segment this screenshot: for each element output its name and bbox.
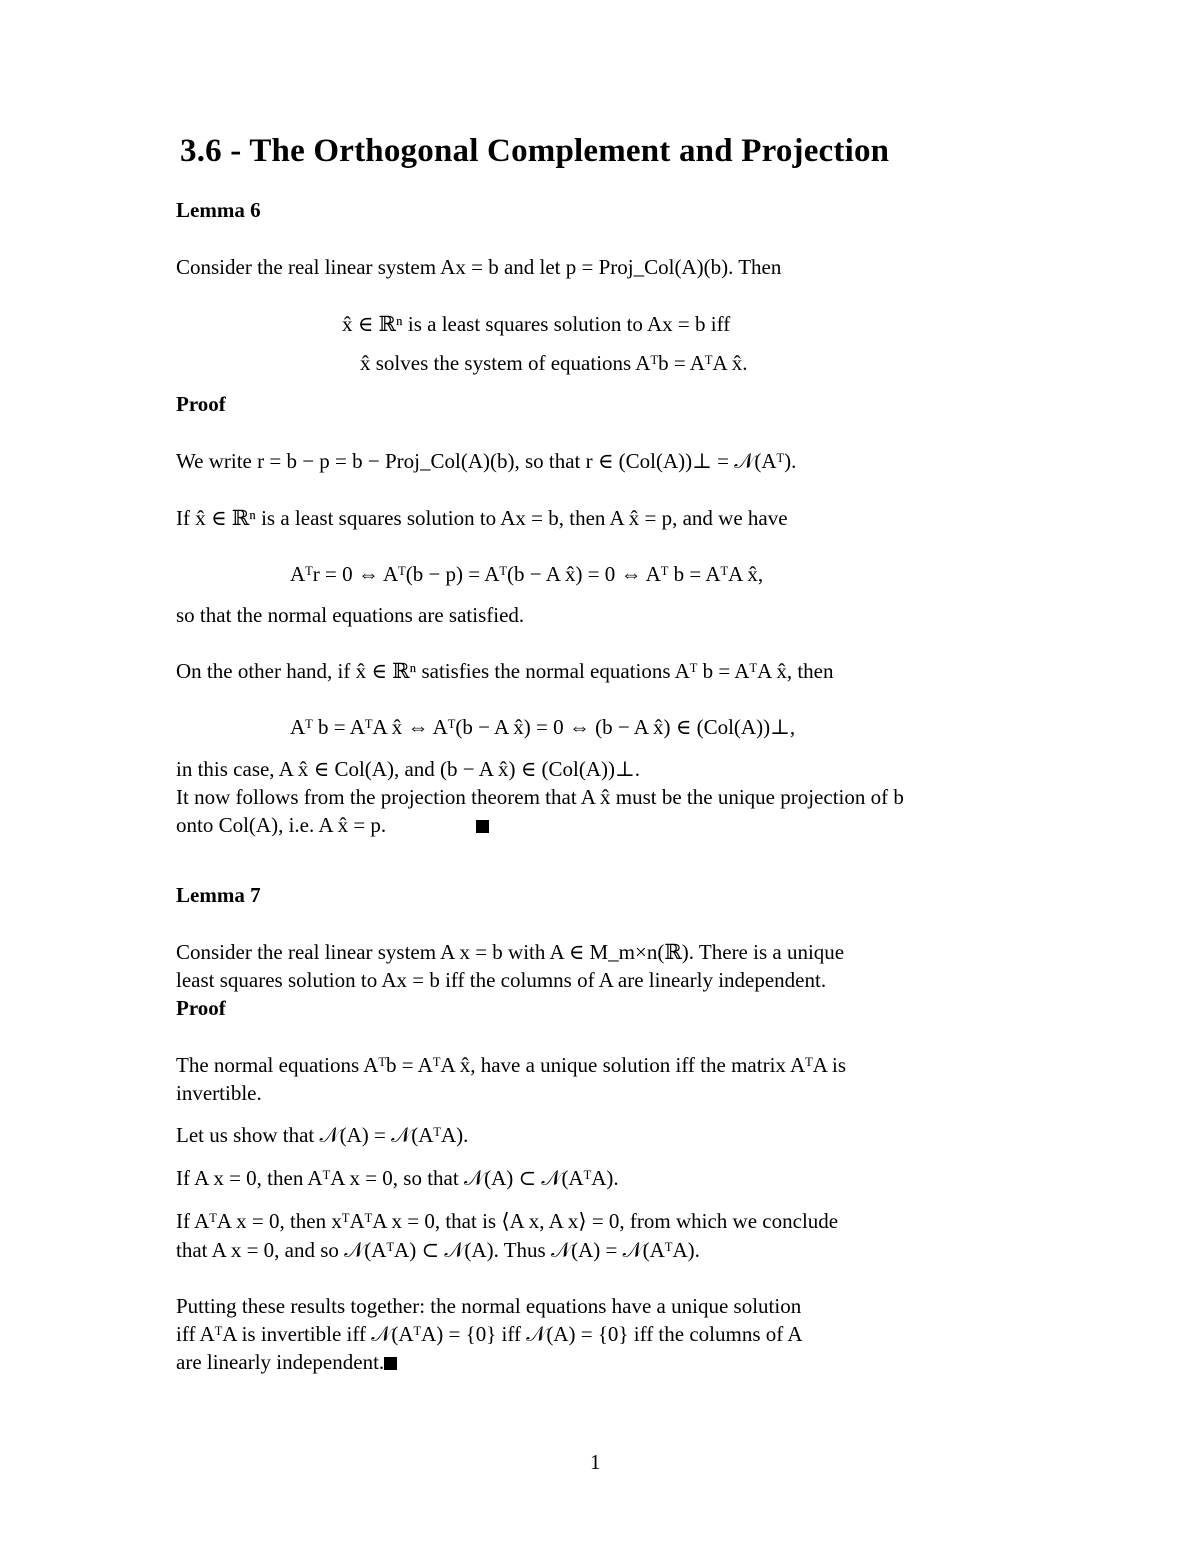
lemma6-equation-2: Aᵀ b = AᵀA x̂ ⇔ Aᵀ(b − A x̂) = 0 ⇔ (b − A x̂) ∈ (Col(A))⊥, xyxy=(290,715,796,739)
lemma6-equation-1: Aᵀr = 0 ⇔ Aᵀ(b − p) = Aᵀ(b − A x̂) = 0 ⇔ Aᵀ b = AᵀA x̂, xyxy=(290,562,764,586)
lemma7-proof-q3: Let us show that 𝒩(A) = 𝒩(AᵀA). xyxy=(176,1123,469,1147)
lemma7-proof-q1: The normal equations Aᵀb = AᵀA x̂, have a unique solution iff the matrix AᵀA is xyxy=(176,1053,847,1077)
lemma7-proof-q4: If A x = 0, then AᵀA x = 0, so that 𝒩(A) ⊂ 𝒩(AᵀA). xyxy=(176,1166,619,1190)
lemma7-proof-q6: that A x = 0, and so 𝒩(AᵀA) ⊂ 𝒩(A). Thus 𝒩(A) = 𝒩(AᵀA). xyxy=(176,1238,700,1262)
lemma6-proof-heading: Proof xyxy=(176,392,226,416)
qed-square-icon xyxy=(384,1357,397,1370)
lemma6-statement: Consider the real linear system Ax = b and let p = Proj_Col(A)(b). Then xyxy=(176,255,782,279)
lemma6-proof-p2: If x̂ ∈ ℝⁿ is a least squares solution to Ax = b, then A x̂ = p, and we have xyxy=(176,506,788,530)
lemma6-proof-p5: in this case, A x̂ ∈ Col(A), and (b − A x̂) ∈ (Col(A))⊥. xyxy=(176,757,640,781)
lemma6-proof-p7-text: onto Col(A), i.e. A x̂ = p. xyxy=(176,813,387,837)
page-number: 1 xyxy=(590,1450,601,1474)
lemma7-proof-q7: Putting these results together: the normal equations have a unique solution xyxy=(176,1294,802,1318)
lemma7-proof-q9: are linearly independent. xyxy=(176,1350,385,1374)
lemma7-proof-q9-line xyxy=(176,1349,397,1375)
lemma6-proof-p7 xyxy=(176,812,489,838)
lemma6-proof-p1: We write r = b − p = b − Proj_Col(A)(b), so that r ∈ (Col(A))⊥ = 𝒩(Aᵀ). xyxy=(176,449,797,473)
lemma7-proof-q5: If AᵀA x = 0, then xᵀAᵀA x = 0, that is ⟨A x, A x⟩ = 0, from which we conclude xyxy=(176,1209,839,1233)
lemma7-heading: Lemma 7 xyxy=(176,883,261,907)
lemma7-statement-1: Consider the real linear system A x = b with A ∈ M_m×n(ℝ). There is a unique xyxy=(176,940,845,964)
lemma6-centered-1: x̂ ∈ ℝⁿ is a least squares solution to Ax = b iff xyxy=(342,312,731,336)
lemma7-statement-2: least squares solution to Ax = b iff the columns of A are linearly independent. xyxy=(176,968,827,992)
lemma6-proof-p6: It now follows from the projection theorem that A x̂ must be the unique projection of b xyxy=(176,785,904,809)
lemma6-proof-p4: On the other hand, if x̂ ∈ ℝⁿ satisfies the normal equations Aᵀ b = AᵀA x̂, then xyxy=(176,659,834,683)
lemma7-proof-q8: iff AᵀA is invertible iff 𝒩(AᵀA) = {0} iff 𝒩(A) = {0} iff the columns of A xyxy=(176,1322,803,1346)
lemma6-centered-2: x̂ solves the system of equations Aᵀb = AᵀA x̂. xyxy=(360,351,748,375)
lemma6-heading: Lemma 6 xyxy=(176,198,261,222)
lemma6-proof-p3: so that the normal equations are satisfied. xyxy=(176,603,525,627)
qed-square-icon xyxy=(476,820,489,833)
lemma7-proof-heading: Proof xyxy=(176,996,226,1020)
lemma7-proof-q2: invertible. xyxy=(176,1081,262,1105)
page-title: 3.6 - The Orthogonal Complement and Projection xyxy=(180,133,890,169)
